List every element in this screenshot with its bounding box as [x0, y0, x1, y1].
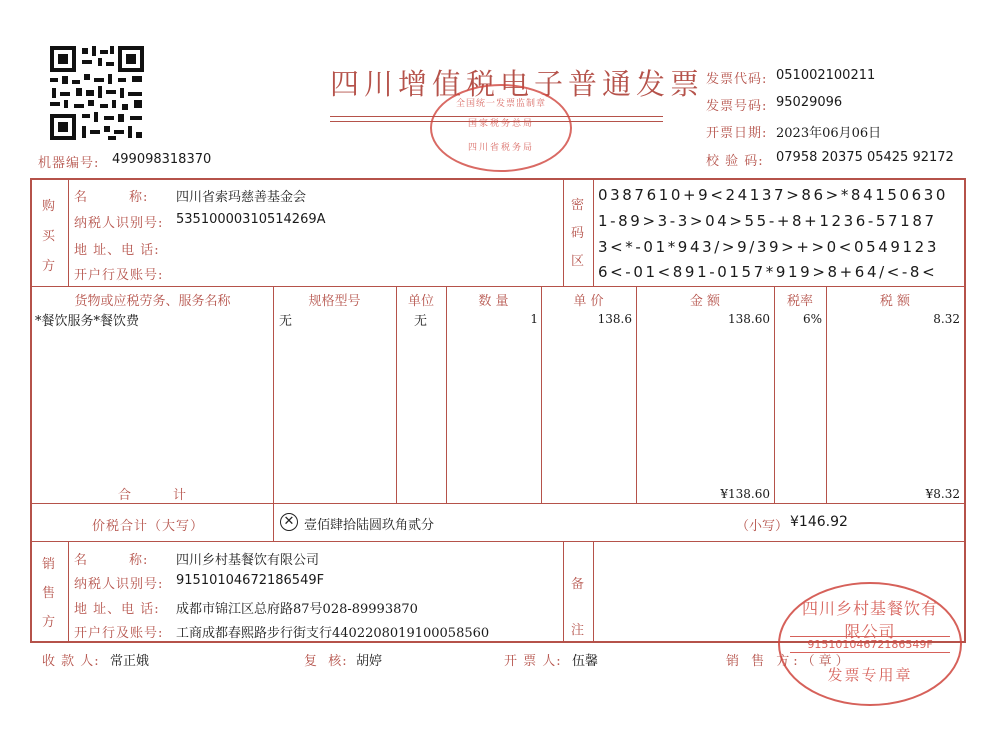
cipher-section-label: 密码区 — [571, 198, 586, 269]
tax-bureau-stamp — [430, 84, 572, 172]
tax-bureau-stamp-top: 全国统一发票监制章 — [455, 99, 546, 109]
item-spec: 无 — [279, 314, 293, 329]
col-header-unit: 单位 — [407, 294, 434, 309]
item-amount: 138.60 — [728, 312, 770, 326]
total-label: 合 计 — [118, 488, 188, 503]
col-header-amount: 金 额 — [689, 294, 721, 309]
grand-total-small-label: （小写） — [736, 519, 789, 534]
seller-invoice-stamp — [778, 582, 962, 706]
total-amount: ¥138.60 — [720, 487, 770, 501]
seller-seal-label: 销 售 方:（章） — [726, 654, 853, 669]
cipher-line: 6<-01<891-0157*919>8+64/<-8< — [598, 263, 938, 281]
cipher-line: 0387610+9<24137>86>*84150630 — [598, 186, 949, 204]
seller-name-label: 名 称: — [74, 553, 149, 568]
issuer-name: 伍馨 — [572, 654, 599, 669]
col-header-tax: 税 额 — [879, 294, 911, 309]
reviewer-label: 复 核: — [304, 654, 348, 669]
buyer-section-label: 购买方 — [42, 199, 57, 274]
buyer-bank-label: 开户行及账号: — [74, 268, 164, 283]
machine-number-label: 机器编号: — [38, 156, 100, 171]
seller-bank: 工商成都春熙路步行街支行4402208019100058560 — [176, 626, 490, 641]
item-qty: 1 — [530, 312, 538, 326]
total-tax: ¥8.32 — [925, 487, 960, 501]
check-code-label: 校 验 码: — [706, 154, 764, 169]
buyer-name-label: 名 称: — [74, 190, 149, 205]
grand-total-small: ¥146.92 — [790, 514, 848, 530]
col-header-qty: 数 量 — [478, 294, 509, 309]
item-unit: 无 — [414, 314, 428, 329]
item-price: 138.6 — [597, 312, 632, 326]
col-header-name: 货物或应税劳务、服务名称 — [74, 294, 231, 309]
invoice-number: 95029096 — [776, 95, 843, 110]
seller-section-label: 销售方 — [42, 557, 57, 630]
seller-stamp-purpose: 发票专用章 — [827, 666, 913, 684]
seller-name: 四川乡村基餐饮有限公司 — [176, 553, 320, 568]
seller-stamp-taxid: 91510104672186549F — [790, 636, 950, 653]
seller-address: 成都市锦江区总府路87号028-89993870 — [176, 602, 418, 617]
cipher-line: 1-89>3-3>04>55-+8+1236-57187 — [598, 212, 937, 230]
grand-total-label: 价税合计（大写） — [92, 519, 205, 534]
invoice-title: 四川增值税电子普通发票 — [330, 67, 705, 101]
reviewer-name: 胡婷 — [356, 654, 383, 669]
check-code: 07958 20375 05425 92172 — [776, 150, 954, 165]
cross-circle-icon: ✕ — [280, 513, 298, 531]
col-header-spec: 规格型号 — [308, 294, 361, 309]
seller-address-label: 地 址、电 话: — [74, 602, 160, 617]
buyer-taxid: 53510000310514269A — [176, 212, 326, 227]
payee-label: 收 款 人: — [42, 654, 100, 669]
invoice-date: 2023年06月06日 — [776, 126, 882, 141]
seller-taxid: 91510104672186549F — [176, 573, 325, 588]
seller-bank-label: 开户行及账号: — [74, 626, 164, 641]
col-header-rate: 税率 — [786, 294, 813, 309]
seller-taxid-label: 纳税人识别号: — [74, 577, 164, 592]
issuer-label: 开 票 人: — [504, 654, 562, 669]
item-name: *餐饮服务*餐饮费 — [35, 314, 140, 329]
invoice-code: 051002100211 — [776, 68, 876, 83]
invoice-code-label: 发票代码: — [706, 72, 768, 87]
remarks-label: 备注 — [571, 577, 586, 638]
seller-stamp-name: 四川乡村基餐饮有限公司 — [801, 599, 938, 641]
buyer-address-label: 地 址、电 话: — [74, 243, 160, 258]
payee-name: 常正娥 — [110, 654, 150, 669]
col-header-price: 单 价 — [573, 294, 604, 309]
grand-total-words: 壹佰肆拾陆圆玖角贰分 — [304, 518, 435, 533]
tax-bureau-stamp-bottom: 四川省税务局 — [467, 143, 534, 153]
buyer-taxid-label: 纳税人识别号: — [74, 216, 164, 231]
invoice-number-label: 发票号码: — [706, 99, 768, 114]
buyer-name: 四川省索玛慈善基金会 — [176, 190, 307, 205]
item-rate: 6% — [802, 312, 822, 326]
item-tax: 8.32 — [933, 312, 960, 326]
tax-bureau-stamp-mid: 国家税务总局 — [467, 119, 534, 129]
cipher-line: 3<*-01*943/>9/39>+>0<0549123 — [598, 238, 939, 256]
qr-code — [48, 44, 146, 142]
machine-number: 499098318370 — [112, 152, 212, 167]
invoice-date-label: 开票日期: — [706, 126, 768, 141]
